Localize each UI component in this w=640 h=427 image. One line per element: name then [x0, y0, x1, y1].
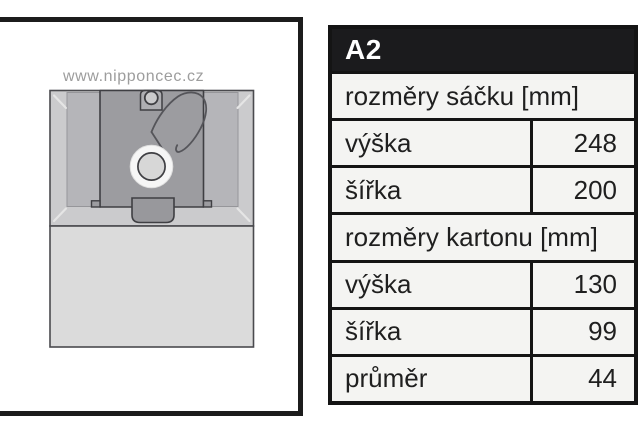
inlet-hole	[138, 153, 165, 180]
row-label: průměr	[345, 363, 428, 394]
table-row	[332, 260, 634, 307]
table-header: A2	[332, 29, 634, 71]
table-row	[332, 354, 634, 401]
watermark-text: www.nipponcec.cz	[63, 68, 205, 85]
row-value: 248	[530, 121, 634, 165]
section-label: rozměry sáčku [mm]	[345, 80, 580, 111]
plate-foot-left	[92, 201, 101, 207]
row-value: 130	[530, 263, 634, 307]
table-section-row	[332, 212, 634, 259]
plate-foot-right	[204, 201, 212, 207]
bottom-tab	[132, 198, 174, 223]
row-value: 99	[530, 310, 634, 354]
table-row	[332, 165, 634, 212]
row-label: šířka	[345, 174, 402, 205]
clip-hole	[145, 91, 158, 104]
row-label: výška	[345, 269, 412, 300]
bag-bottom-section	[50, 226, 254, 347]
row-value: 44	[530, 357, 634, 401]
row-label: šířka	[345, 316, 402, 347]
spec-table	[328, 25, 638, 405]
table-row	[332, 307, 634, 354]
section-label: rozměry kartonu [mm]	[345, 221, 598, 252]
table-section-row	[332, 71, 634, 118]
table-row	[332, 118, 634, 165]
row-value: 200	[530, 168, 634, 212]
row-label: výška	[345, 127, 412, 158]
dust-bag-drawing	[50, 91, 254, 348]
